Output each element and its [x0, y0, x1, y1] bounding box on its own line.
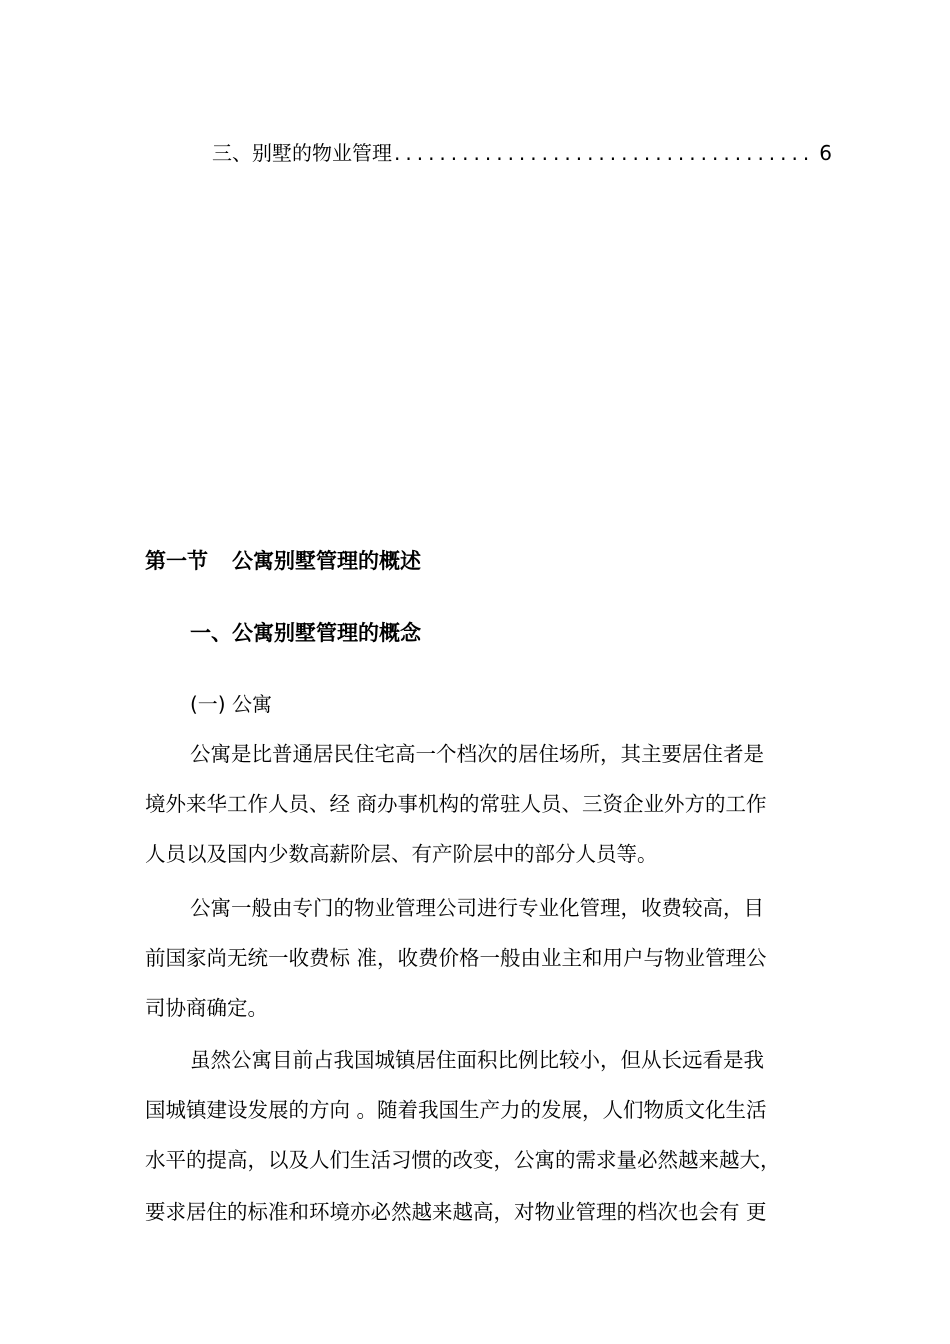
- paragraph-1-line-1: 公寓是比普通居民住宅高一个档次的居住场所，其主要居住者是: [190, 742, 764, 766]
- toc-entry: [212, 138, 832, 168]
- toc-entry-title: 三、别墅的物业管理: [212, 141, 392, 165]
- subsubsection-heading: (一) 公寓: [190, 692, 272, 716]
- section-heading-number: 第一节: [145, 549, 208, 573]
- paragraph-3-line-2: 国城镇建设发展的方向 。随着我国生产力的发展，人们物质文化生活: [145, 1098, 767, 1122]
- paragraph-3-line-4: 要求居住的标准和环境亦必然越来越高，对物业管理的档次也会有 更: [145, 1200, 767, 1224]
- section-heading-title: 公寓别墅管理的概述: [232, 549, 421, 573]
- subsection-heading: 一、公寓别墅管理的概念: [190, 621, 421, 645]
- paragraph-2-line-2: 前国家尚无统一收费标 准，收费价格一般由业主和用户与物业管理公: [145, 946, 767, 970]
- paragraph-1-line-2: 境外来华工作人员、经 商办事机构的常驻人员、三资企业外方的工作: [145, 792, 767, 816]
- paragraph-2-line-3: 司协商确定。: [145, 996, 268, 1020]
- section-heading: [145, 545, 421, 577]
- toc-entry-page: 6: [819, 141, 832, 165]
- paragraph-3-line-3: 水平的提高，以及人们生活习惯的改变，公寓的需求量必然越来越大，: [145, 1148, 781, 1172]
- paragraph-2-line-1: 公寓一般由专门的物业管理公司进行专业化管理，收费较高，目: [190, 896, 764, 920]
- toc-leader-dots: [394, 138, 815, 168]
- paragraph-3-line-1: 虽然公寓目前占我国城镇居住面积比例比较小，但从长远看是我: [190, 1048, 764, 1072]
- paragraph-1-line-3: 人员以及国内少数高薪阶层、有产阶层中的部分人员等。: [145, 842, 658, 866]
